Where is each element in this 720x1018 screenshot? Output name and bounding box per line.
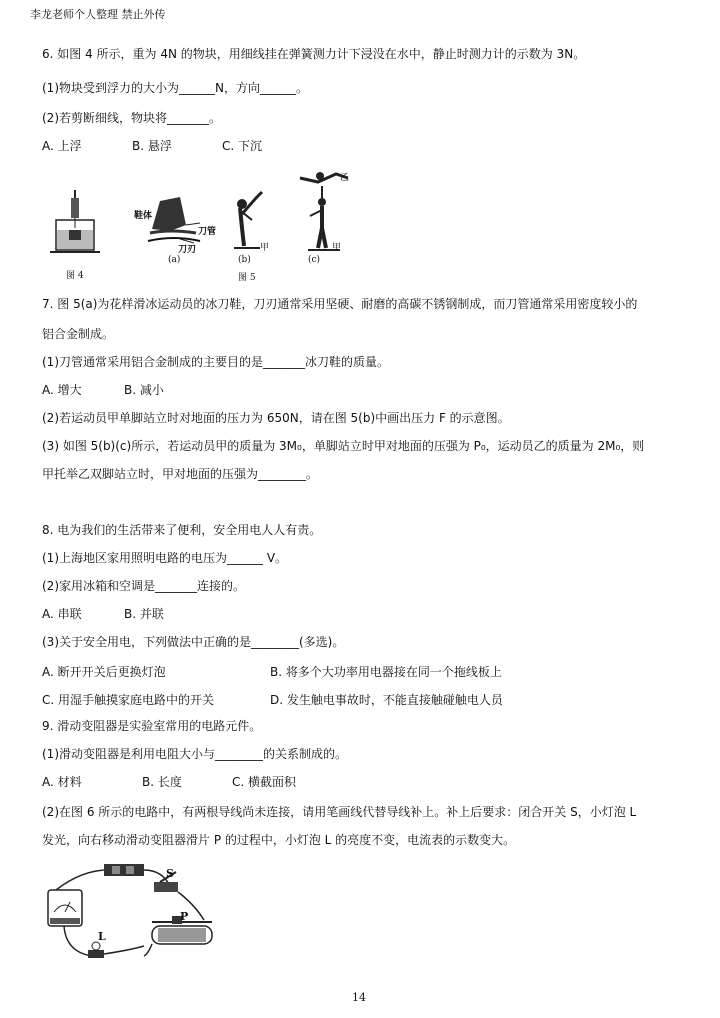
- page-number: 14: [352, 991, 366, 1004]
- q8-part3: (3)关于安全用电，下列做法中正确的是________(多选)。: [42, 635, 345, 649]
- q7-stem-line2: 铝合金制成。: [42, 327, 115, 341]
- q6-option-b: B. 悬浮: [132, 139, 172, 153]
- label-daojian: 刀刃: [178, 245, 197, 255]
- label-daoguan: 刀管: [198, 227, 217, 237]
- q9-option-b: B. 长度: [142, 775, 182, 789]
- q8-part1: (1)上海地区家用照明电路的电压为______ V。: [42, 551, 288, 565]
- figure-4-spring-scale: [50, 190, 100, 260]
- label-a: (a): [168, 255, 181, 265]
- label-jia-c: 甲: [332, 243, 342, 253]
- label-slider-p: P: [180, 910, 189, 923]
- q8-part2: (2)家用冰箱和空调是_______连接的。: [42, 579, 245, 593]
- q8-choice-d: D. 发生触电事故时，不能直接触碰触电人员: [270, 693, 503, 707]
- q8-choice-a: A. 断开开关后更换灯泡: [42, 665, 166, 679]
- q6-option-c: C. 下沉: [222, 139, 263, 153]
- label-lamp-l: L: [98, 930, 106, 943]
- label-jia-b: 甲: [260, 243, 270, 253]
- q9-part2-line1: (2)在图 6 所示的电路中，有两根导线尚未连接，请用笔画线代替导线补上。补上后要求：闭合开关 S，小灯泡 L: [42, 805, 637, 819]
- figure-4-caption: 图 4: [66, 271, 84, 281]
- q7-option-b: B. 减小: [124, 383, 164, 397]
- q7-part3-line1: (3) 如图 5(b)(c)所示，若运动员甲的质量为 3M₀，单脚站立时甲对地面的压强为 P₀，运动员乙的质量为 2M₀，则: [42, 439, 645, 453]
- q6-option-a: A. 上浮: [42, 139, 82, 153]
- label-c: (c): [308, 255, 321, 265]
- q8-stem: 8. 电为我们的生活带来了便利，安全用电人人有责。: [42, 523, 322, 537]
- q7-option-a: A. 增大: [42, 383, 82, 397]
- label-switch-s: S: [166, 867, 174, 880]
- figure-6-circuit: [44, 860, 224, 970]
- q7-stem-line1: 7. 图 5(a)为花样滑冰运动员的冰刀鞋，刀刃通常采用坚硬、耐磨的高碳不锈钢制成，而刀管通常采用密度较小的: [42, 297, 638, 311]
- q7-part3-line2: 甲托举乙双脚站立时，甲对地面的压强为________。: [42, 467, 319, 481]
- q6-part2: (2)若剪断细线，物块将_______。: [42, 111, 221, 125]
- q9-option-a: A. 材料: [42, 775, 82, 789]
- label-xieti: 鞋体: [134, 211, 153, 221]
- figure-5-caption: 图 5: [238, 273, 256, 283]
- q8-option-b: B. 并联: [124, 607, 164, 621]
- q9-part1: (1)滑动变阻器是利用电阻大小与________的关系制成的。: [42, 747, 347, 761]
- q7-part2: (2)若运动员甲单脚站立时对地面的压力为 650N，请在图 5(b)中画出压力 F 的示意图。: [42, 411, 510, 425]
- label-b: (b): [238, 255, 251, 265]
- q6-part1: (1)物块受到浮力的大小为______N，方向______。: [42, 81, 308, 95]
- q7-part1: (1)刀管通常采用铝合金制成的主要目的是_______冰刀鞋的质量。: [42, 355, 390, 369]
- label-yi: 乙: [340, 173, 350, 183]
- q6-stem: 6. 如图 4 所示，重为 4N 的物块，用细线挂在弹簧测力计下浸没在水中，静止时测力计的示数为 3N。: [42, 47, 586, 61]
- q9-stem: 9. 滑动变阻器是实验室常用的电路元件。: [42, 719, 262, 733]
- q8-choice-c: C. 用湿手触摸家庭电路中的开关: [42, 693, 215, 707]
- header-note: 李龙老师个人整理 禁止外传: [30, 8, 166, 21]
- q8-option-a: A. 串联: [42, 607, 82, 621]
- q9-option-c: C. 横截面积: [232, 775, 297, 789]
- q9-part2-line2: 发光，向右移动滑动变阻器滑片 P 的过程中，小灯泡 L 的亮度不变，电流表的示数变大。: [42, 833, 516, 847]
- q8-choice-b: B. 将多个大功率用电器接在同一个拖线板上: [270, 665, 502, 679]
